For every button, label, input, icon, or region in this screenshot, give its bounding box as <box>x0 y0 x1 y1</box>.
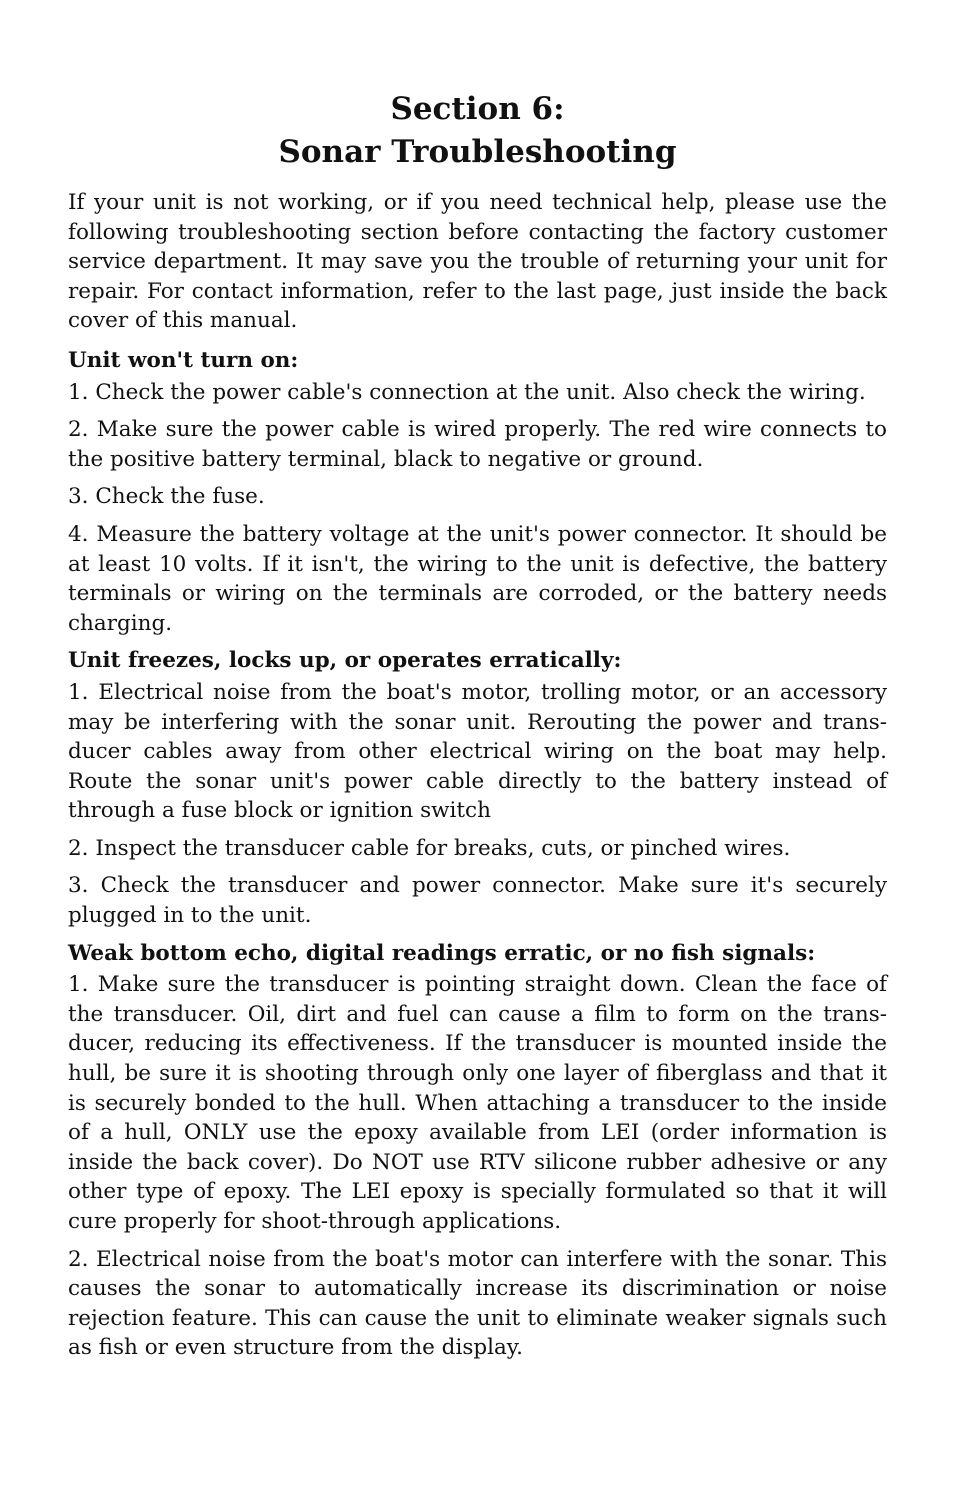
section-unit-wont-turn-on <box>68 346 887 638</box>
list-item: 2. Make sure the power cable is wired properly. The red wire connects to the positive battery terminal, black to negative or ground. <box>68 417 887 472</box>
list-item: 1. Electrical noise from the boat's motor, trolling motor, or an accessory may be interfering with the sonar unit. Rerouting the power and transducer cables away from other electrical wiring on the boat may help. Route the sonar unit's power cable directly to the battery instead of through a fuse block or ignition switch <box>68 679 887 824</box>
list-item: 1. Check the power cable's connection at the unit. Also check the wiring. <box>68 379 866 405</box>
title-line-2: Sonar Troubleshooting <box>278 134 677 170</box>
page-title <box>68 88 887 174</box>
list-item: 1. Make sure the transducer is pointing straight down. Clean the face of the transducer. Oil, dirt and fuel can cause a film to form on the transducer, reducing its effectiveness. If the transducer is mounted inside the hull, be sure it is shooting through only one layer of fiberglass and that it is securely bonded to the hull. When attaching a transducer to the inside of a hull, ONLY use the epoxy available from LEI (order information is inside the back cover). Do NOT use RTV silicone rubber adhesive or any other type of epoxy. The LEI epoxy is specially formulated so that it will cure properly for shoot-through applications. <box>68 972 887 1234</box>
section-heading: Unit won't turn on: <box>68 347 299 373</box>
list-item: 2. Inspect the transducer cable for breaks, cuts, or pinched wires. <box>68 835 791 861</box>
document-page <box>68 88 887 1371</box>
section-unit-freezes <box>68 646 887 930</box>
section-heading: Unit freezes, locks up, or operates erratically: <box>68 648 622 674</box>
list-item: 4. Measure the battery voltage at the unit's power connector. It should be at least 10 volts. If it isn't, the wiring to the unit is defective, the battery terminals or wiring on the terminals are corroded, or the battery needs charging. <box>68 521 887 636</box>
list-item: 2. Electrical noise from the boat's motor can interfere with the sonar. This causes the sonar to automatically increase its discrimination or noise rejection feature. This can cause the unit to eliminate weaker signals such as fish or even structure from the display. <box>68 1246 887 1361</box>
title-line-1: Section 6: <box>390 91 565 127</box>
section-heading: Weak bottom echo, digital readings erratic, or no fish signals: <box>68 940 816 966</box>
intro-paragraph: If your unit is not working, or if you need technical help, please use the following troubleshooting section before contacting the factory customer service department. It may save you the trouble of returning your unit for repair. For contact information, refer to the last page, just inside the back cover of this manual. <box>68 190 887 334</box>
list-item: 3. Check the fuse. <box>68 484 265 510</box>
list-item: 3. Check the transducer and power connector. Make sure it's securely plugged in to the unit. <box>68 873 887 929</box>
section-weak-bottom-echo <box>68 939 887 1363</box>
